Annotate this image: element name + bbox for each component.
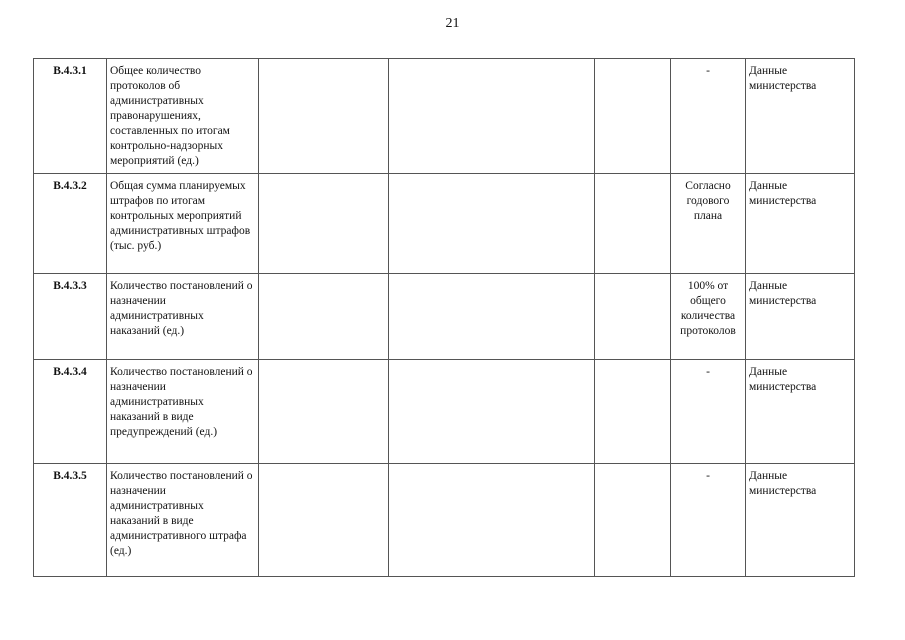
empty-cell	[389, 59, 595, 174]
indicator-source: Данные министерства	[746, 274, 855, 360]
indicator-target: -	[671, 360, 746, 464]
table-row	[34, 59, 855, 174]
indicator-description: Общее количество протоколов об административных правонарушениях, составленных по итогам контрольно-надзорных мероприятий (ед.)	[107, 59, 259, 174]
indicator-target: -	[671, 464, 746, 577]
indicator-description: Общая сумма планируемых штрафов по итогам контрольных мероприятий административных штрафов (тыс. руб.)	[107, 174, 259, 274]
indicator-code: В.4.3.1	[34, 59, 107, 174]
indicator-source: Данные министерства	[746, 174, 855, 274]
table-row	[34, 274, 855, 360]
indicator-description: Количество постановлений о назначении административных наказаний в виде предупреждений (ед.)	[107, 360, 259, 464]
table-row	[34, 360, 855, 464]
indicator-description: Количество постановлений о назначении административных наказаний в виде административного штрафа (ед.)	[107, 464, 259, 577]
indicator-code: В.4.3.2	[34, 174, 107, 274]
indicator-target: Согласно годового плана	[671, 174, 746, 274]
page-number: 21	[445, 16, 460, 31]
empty-cell	[259, 274, 389, 360]
indicator-target: -	[671, 59, 746, 174]
indicator-source: Данные министерства	[746, 360, 855, 464]
indicators-table	[33, 58, 855, 577]
indicator-code: В.4.3.4	[34, 360, 107, 464]
empty-cell	[389, 360, 595, 464]
indicator-target: 100% от общего количества протоколов	[671, 274, 746, 360]
empty-cell	[259, 59, 389, 174]
empty-cell	[259, 360, 389, 464]
empty-cell	[595, 174, 671, 274]
table-row	[34, 464, 855, 577]
empty-cell	[595, 464, 671, 577]
indicator-description: Количество постановлений о назначении административных наказаний (ед.)	[107, 274, 259, 360]
empty-cell	[259, 174, 389, 274]
empty-cell	[389, 274, 595, 360]
empty-cell	[389, 464, 595, 577]
empty-cell	[595, 360, 671, 464]
table-row	[34, 174, 855, 274]
empty-cell	[259, 464, 389, 577]
indicator-source: Данные министерства	[746, 464, 855, 577]
indicator-source: Данные министерства	[746, 59, 855, 174]
empty-cell	[595, 274, 671, 360]
indicator-code: В.4.3.3	[34, 274, 107, 360]
empty-cell	[389, 174, 595, 274]
indicator-code: В.4.3.5	[34, 464, 107, 577]
empty-cell	[595, 59, 671, 174]
